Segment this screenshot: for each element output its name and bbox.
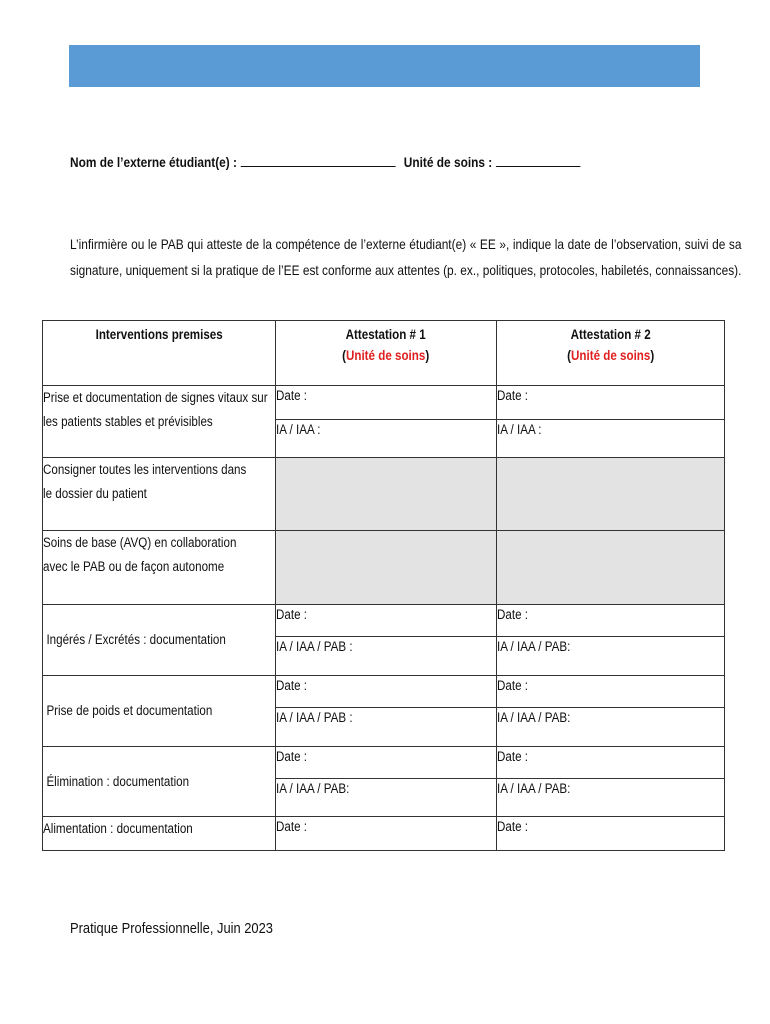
attestation-1-header: Attestation # 1 (Unité de soins): [276, 321, 496, 386]
attestation-1-date[interactable]: Date :: [276, 386, 496, 420]
intervention-label: Alimentation : documentation: [43, 817, 276, 851]
attestation-2-date[interactable]: Date :: [496, 386, 724, 420]
intro-paragraph: L’infirmière ou le PAB qui atteste de la compétence de l’externe étudiant(e) « EE », indique la date de l’observation, suivi de sa signature, uniquement si la pratique de l’EE est conforme aux attentes (p. ex., politiques, protocoles, habiletés, connaissances).: [70, 236, 742, 278]
unit-name: Unité de soins: [346, 348, 426, 363]
unit-blank[interactable]: [496, 154, 580, 167]
attestation-2-signature[interactable]: IA / IAA / PAB:: [496, 637, 724, 676]
unit-name: Unité de soins: [570, 348, 650, 363]
unit-label: Unité de soins :: [403, 155, 493, 170]
table-row: [43, 386, 725, 420]
student-name-blank[interactable]: [240, 154, 395, 167]
table-row: [43, 531, 725, 605]
attestation-1-signature[interactable]: IA / IAA / PAB:: [276, 779, 496, 817]
attestation-2-date[interactable]: Date :: [496, 605, 724, 637]
table-row: [43, 817, 725, 851]
attestation-1-date[interactable]: Date :: [276, 817, 496, 851]
attestation-2-date[interactable]: Date :: [496, 676, 724, 708]
attestation-2-signature[interactable]: IA / IAA / PAB:: [496, 708, 724, 747]
student-name-label: Nom de l’externe étudiant(e) :: [70, 155, 238, 170]
attestation-1-empty-cell: [276, 531, 496, 605]
student-info-line: [70, 154, 580, 170]
attestation-2-empty-cell: [496, 458, 724, 531]
attestation-1-date[interactable]: Date :: [276, 605, 496, 637]
intervention-label: Prise et documentation de signes vitaux sur les patients stables et prévisibles: [43, 386, 276, 458]
intervention-label: Élimination : documentation: [43, 747, 276, 817]
attestation-2-signature[interactable]: IA / IAA :: [496, 420, 724, 458]
table-row: [43, 747, 725, 779]
table-header-row: [43, 321, 725, 386]
interventions-header: Interventions premises: [43, 321, 276, 386]
footer-text: Pratique Professionnelle, Juin 2023: [70, 920, 273, 937]
table-row: [43, 605, 725, 637]
attestation-1-date[interactable]: Date :: [276, 747, 496, 779]
attestation-1-date[interactable]: Date :: [276, 676, 496, 708]
attestation-2-date[interactable]: Date :: [496, 817, 724, 851]
attestation-table: [42, 320, 725, 851]
table-row: [43, 676, 725, 708]
attestation-2-header: Attestation # 2 (Unité de soins): [496, 321, 724, 386]
attestation-2-signature[interactable]: IA / IAA / PAB:: [496, 779, 724, 817]
intervention-label: Soins de base (AVQ) en collaboration avec le PAB ou de façon autonome: [43, 531, 276, 605]
intervention-label: Prise de poids et documentation: [43, 676, 276, 747]
intervention-label: Ingérés / Excrétés : documentation: [43, 605, 276, 676]
attestation-1-signature[interactable]: IA / IAA :: [276, 420, 496, 458]
header-banner: [69, 45, 700, 87]
attestation-2-date[interactable]: Date :: [496, 747, 724, 779]
intervention-label: Consigner toutes les interventions dans le dossier du patient: [43, 458, 276, 531]
attestation-1-signature[interactable]: IA / IAA / PAB :: [276, 637, 496, 676]
attestation-1-signature[interactable]: IA / IAA / PAB :: [276, 708, 496, 747]
table-row: [43, 458, 725, 531]
attestation-1-empty-cell: [276, 458, 496, 531]
attestation-2-empty-cell: [496, 531, 724, 605]
